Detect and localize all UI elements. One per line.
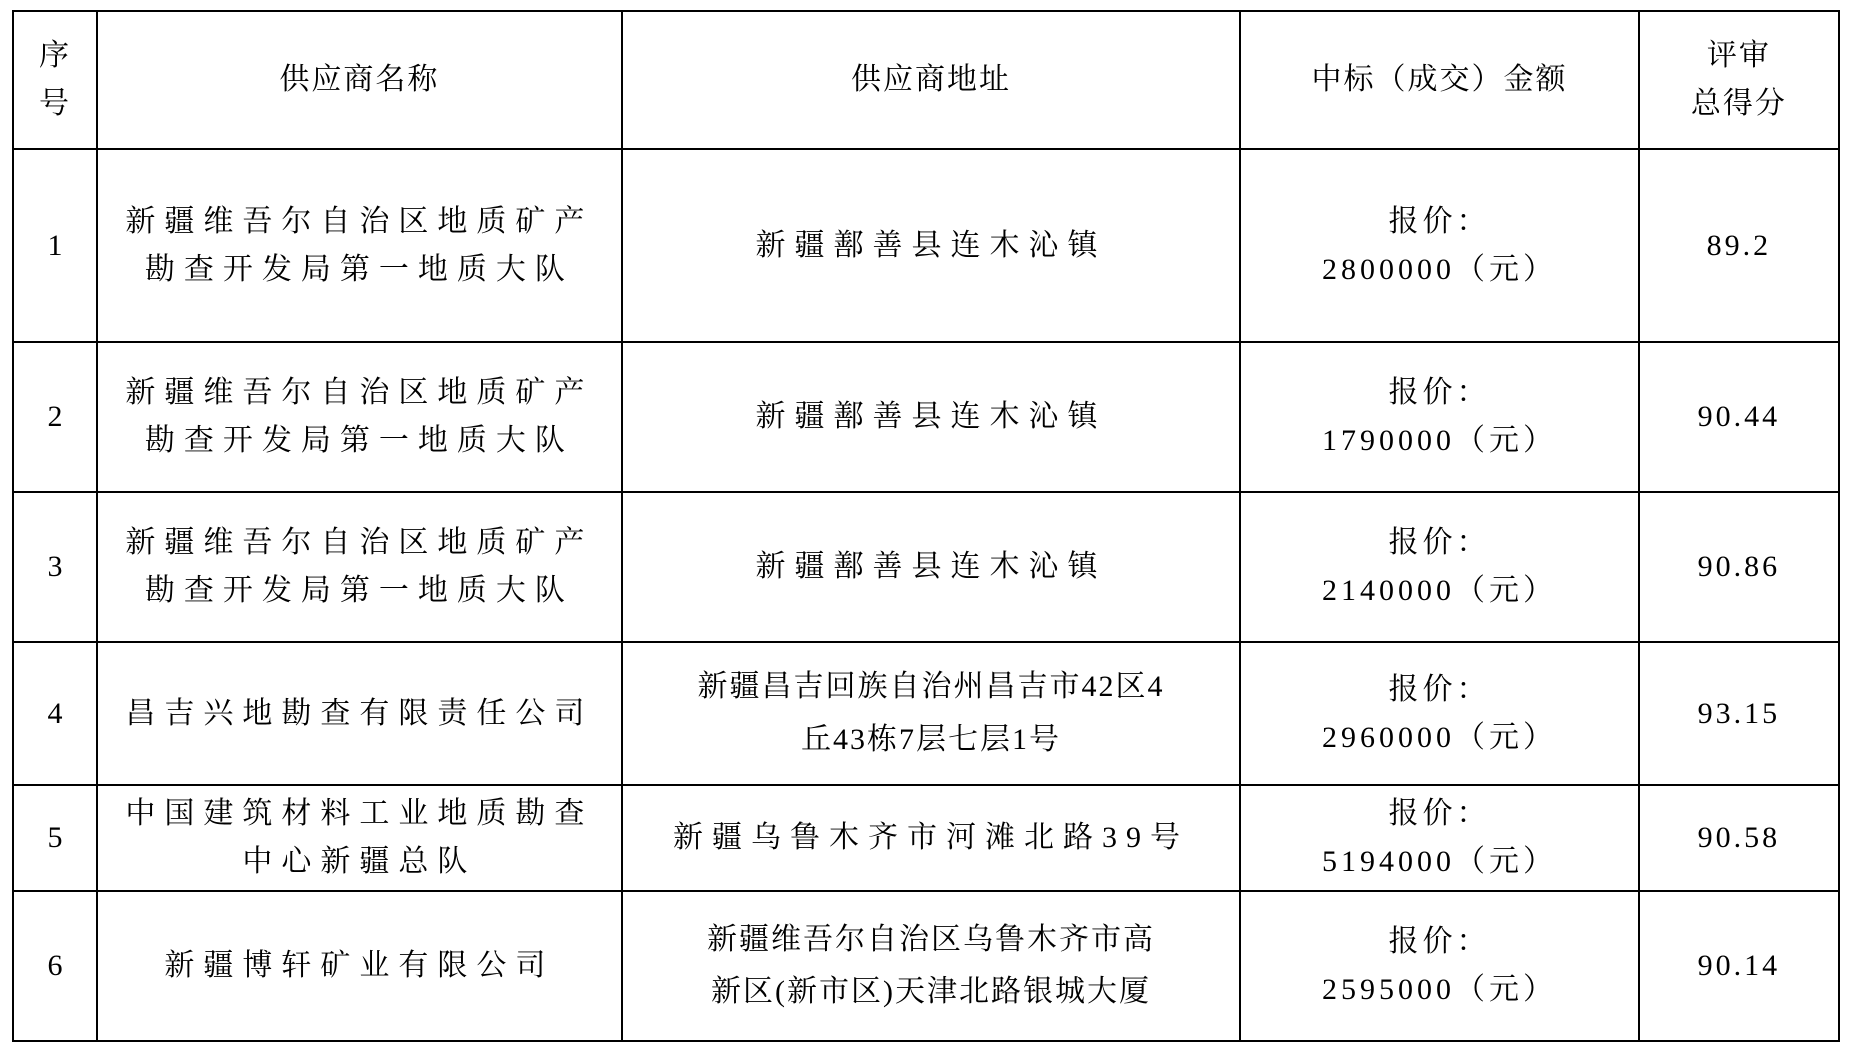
supplier-address-cell: 新疆昌吉回族自治州昌吉市42区4 丘43栋7层七层1号 — [622, 642, 1241, 785]
table-row — [13, 891, 1839, 1041]
supplier-name-cell: 中国建筑材料工业地质勘查 中心新疆总队 — [97, 785, 622, 891]
header-supplier-name: 供应商名称 — [97, 11, 622, 149]
award-amount-cell: 报价： 5194000（元） — [1240, 785, 1638, 891]
serial-number-cell: 3 — [13, 492, 97, 642]
table-header-row — [13, 11, 1839, 149]
supplier-address-cell: 新疆鄯善县连木沁镇 — [622, 492, 1241, 642]
award-amount-cell: 报价： 2595000（元） — [1240, 891, 1638, 1041]
review-score-cell: 90.58 — [1639, 785, 1839, 891]
serial-number-cell: 6 — [13, 891, 97, 1041]
serial-number-cell: 4 — [13, 642, 97, 785]
award-amount-cell: 报价： 2960000（元） — [1240, 642, 1638, 785]
header-serial-number: 序 号 — [13, 11, 97, 149]
supplier-address-cell: 新疆乌鲁木齐市河滩北路39号 — [622, 785, 1241, 891]
serial-number-cell: 2 — [13, 342, 97, 492]
header-review-score: 评审 总得分 — [1639, 11, 1839, 149]
serial-number-cell: 1 — [13, 149, 97, 342]
supplier-address-cell: 新疆鄯善县连木沁镇 — [622, 149, 1241, 342]
table-row — [13, 492, 1839, 642]
review-score-cell: 90.86 — [1639, 492, 1839, 642]
review-score-cell: 90.14 — [1639, 891, 1839, 1041]
award-amount-cell: 报价： 2800000（元） — [1240, 149, 1638, 342]
table-row — [13, 342, 1839, 492]
supplier-address-cell: 新疆鄯善县连木沁镇 — [622, 342, 1241, 492]
supplier-name-cell: 昌吉兴地勘查有限责任公司 — [97, 642, 622, 785]
table-row — [13, 785, 1839, 891]
review-score-cell: 93.15 — [1639, 642, 1839, 785]
review-score-cell: 89.2 — [1639, 149, 1839, 342]
table-row — [13, 149, 1839, 342]
supplier-award-table — [12, 10, 1840, 1042]
review-score-cell: 90.44 — [1639, 342, 1839, 492]
header-supplier-address: 供应商地址 — [622, 11, 1241, 149]
header-award-amount: 中标（成交）金额 — [1240, 11, 1638, 149]
supplier-name-cell: 新疆博轩矿业有限公司 — [97, 891, 622, 1041]
award-amount-cell: 报价： 2140000（元） — [1240, 492, 1638, 642]
supplier-address-cell: 新疆维吾尔自治区乌鲁木齐市高 新区(新市区)天津北路银城大厦 — [622, 891, 1241, 1041]
table-row — [13, 642, 1839, 785]
serial-number-cell: 5 — [13, 785, 97, 891]
supplier-name-cell: 新疆维吾尔自治区地质矿产 勘查开发局第一地质大队 — [97, 342, 622, 492]
supplier-name-cell: 新疆维吾尔自治区地质矿产 勘查开发局第一地质大队 — [97, 492, 622, 642]
award-amount-cell: 报价： 1790000（元） — [1240, 342, 1638, 492]
supplier-name-cell: 新疆维吾尔自治区地质矿产 勘查开发局第一地质大队 — [97, 149, 622, 342]
